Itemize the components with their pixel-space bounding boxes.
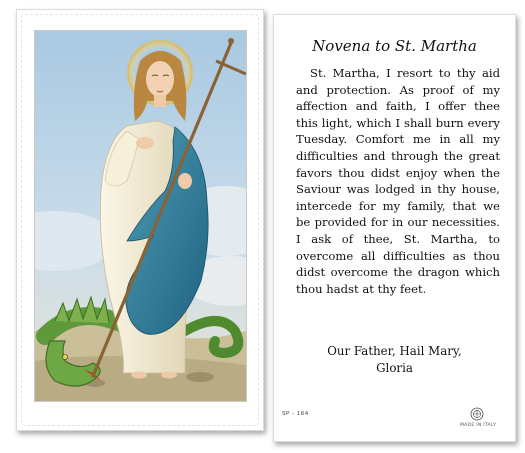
front-card: [16, 9, 264, 431]
back-card: [273, 14, 516, 442]
product-code: SP - 164: [282, 411, 309, 417]
card-title: Novena to St. Martha: [312, 37, 477, 55]
prayer-text: St. Martha, I resort to thy aid and protection. As proof of my affection and faith, I offer thee this light, which I shall burn every Tuesday. Comfort me in all my difficulties and through the great favors thou didst enjoy when the Saviour was lodged in thy house, intercede for my family, that we be provided for in our necessities. I ask of thee, St. Martha, to overcome all difficulties as thou didst overcome the dragon which thou hadst at thy feet.: [296, 66, 500, 296]
closing-line-1: Our Father, Hail Mary,: [327, 344, 462, 358]
saint-martha-illustration: [34, 30, 247, 402]
saint-martha-with-dragon-illustration: [35, 31, 246, 401]
closing-prayers: [274, 343, 515, 376]
publisher-seal-icon: [470, 407, 484, 421]
closing-line-2: Gloria: [376, 360, 413, 375]
made-in-label: MADE IN ITALY: [460, 423, 497, 428]
